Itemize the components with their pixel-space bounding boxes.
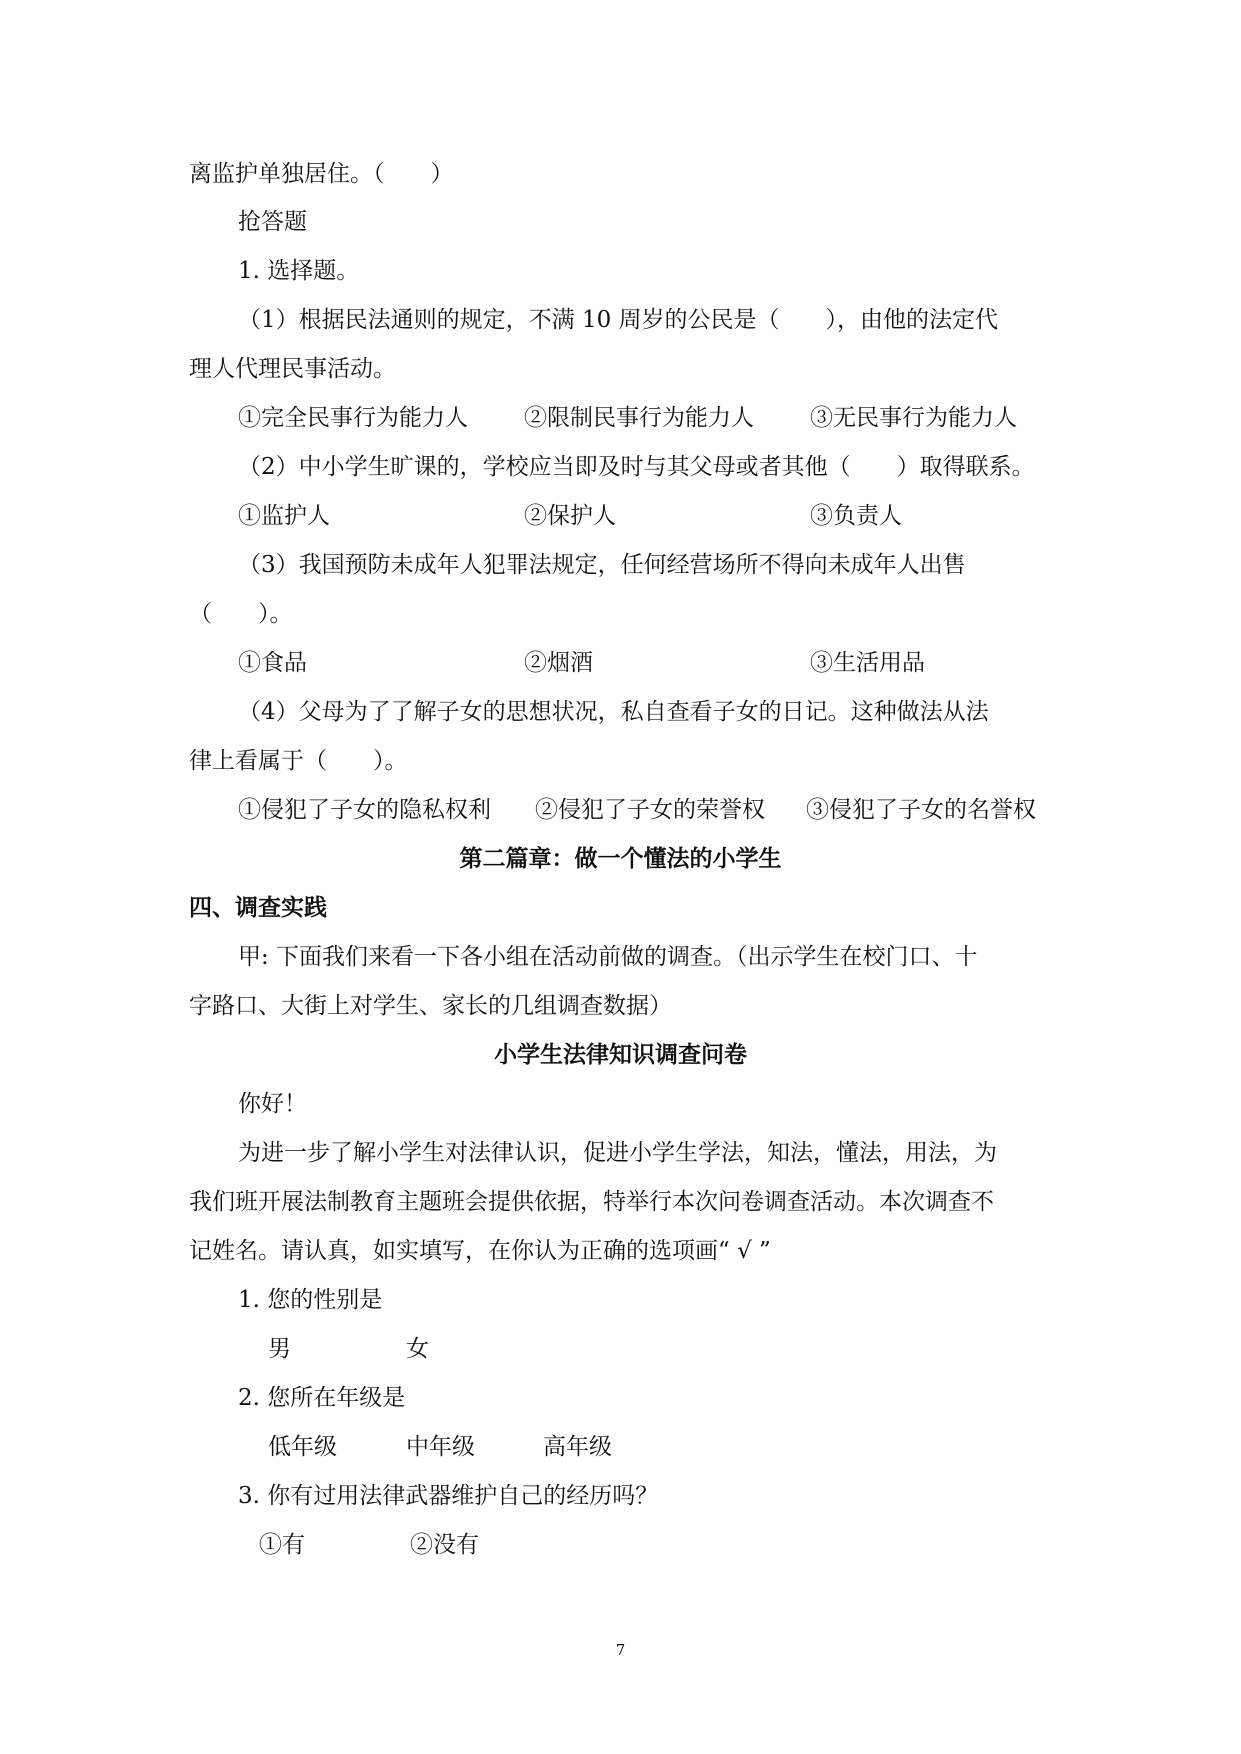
q3-option-1: ①食品 xyxy=(238,650,307,676)
question-3-line-2: （ ）。 xyxy=(189,601,293,627)
question-4-line-2: 律上看属于（ ）。 xyxy=(189,748,408,774)
q2-option-3: ③负责人 xyxy=(810,503,902,529)
page-number: 7 xyxy=(615,1641,626,1659)
survey-q1-option-female: 女 xyxy=(406,1336,429,1362)
q4-option-1: ①侵犯了子女的隐私权利 xyxy=(238,797,491,823)
survey-q2-option-lower: 低年级 xyxy=(268,1434,337,1460)
q1-option-1: ①完全民事行为能力人 xyxy=(238,405,468,431)
q2-option-1: ①监护人 xyxy=(238,503,330,529)
greeting: 你好！ xyxy=(238,1091,307,1117)
purpose-line-3: 记姓名。请认真，如实填写，在你认为正确的选项画“ √ ” xyxy=(189,1238,771,1264)
survey-intro-line-1: 甲: 下面我们来看一下各小组在活动前做的调查。（出示学生在校门口、十 xyxy=(238,944,978,970)
survey-title: 小学生法律知识调查问卷 xyxy=(494,1042,747,1068)
survey-question-3: 3. 你有过用法律武器维护自己的经历吗？ xyxy=(238,1483,659,1509)
question-2-line-1: （2）中小学生旷课的，学校应当即及时与其父母或者其他（ ）取得联系。 xyxy=(238,454,1035,480)
q4-option-3: ③侵犯了子女的名誉权 xyxy=(806,797,1036,823)
survey-q3-option-yes: ①有 xyxy=(259,1532,305,1558)
q1-option-3: ③无民事行为能力人 xyxy=(810,405,1017,431)
survey-question-1: 1. 您的性别是 xyxy=(238,1287,383,1313)
q1-option-2: ②限制民事行为能力人 xyxy=(524,405,754,431)
subsection-label-multiple-choice: 1. 选择题。 xyxy=(238,258,360,284)
paragraph-line: 离监护单独居住。（ ） xyxy=(189,161,454,187)
survey-question-2: 2. 您所在年级是 xyxy=(238,1385,406,1411)
question-1-line-1: （1）根据民法通则的规定，不满 10 周岁的公民是（ ），由他的法定代 xyxy=(238,307,999,333)
section-label-quick-answer: 抢答题 xyxy=(238,209,307,235)
section-heading: 四、调查实践 xyxy=(189,895,327,921)
survey-q1-option-male: 男 xyxy=(268,1336,291,1362)
purpose-line-2: 我们班开展法制教育主题班会提供依据，特举行本次问卷调查活动。本次调查不 xyxy=(189,1189,994,1215)
question-1-line-2: 理人代理民事活动。 xyxy=(189,356,396,382)
q4-option-2: ②侵犯了子女的荣誉权 xyxy=(535,797,765,823)
purpose-line-1: 为进一步了解小学生对法律认识，促进小学生学法，知法，懂法，用法，为 xyxy=(238,1140,997,1166)
survey-intro-line-2: 字路口、大街上对学生、家长的几组调查数据） xyxy=(189,993,672,1019)
q3-option-3: ③生活用品 xyxy=(810,650,925,676)
survey-q2-option-middle: 中年级 xyxy=(406,1434,475,1460)
q2-option-2: ②保护人 xyxy=(524,503,616,529)
chapter-title: 第二篇章：做一个懂法的小学生 xyxy=(459,846,782,872)
q3-option-2: ②烟酒 xyxy=(524,650,593,676)
question-4-line-1: （4）父母为了了解子女的思想状况，私自查看子女的日记。这种做法从法 xyxy=(238,699,989,725)
survey-q3-option-no: ②没有 xyxy=(410,1532,479,1558)
survey-q2-option-upper: 高年级 xyxy=(543,1434,612,1460)
question-3-line-1: （3）我国预防未成年人犯罪法规定，任何经营场所不得向未成年人出售 xyxy=(238,552,966,578)
